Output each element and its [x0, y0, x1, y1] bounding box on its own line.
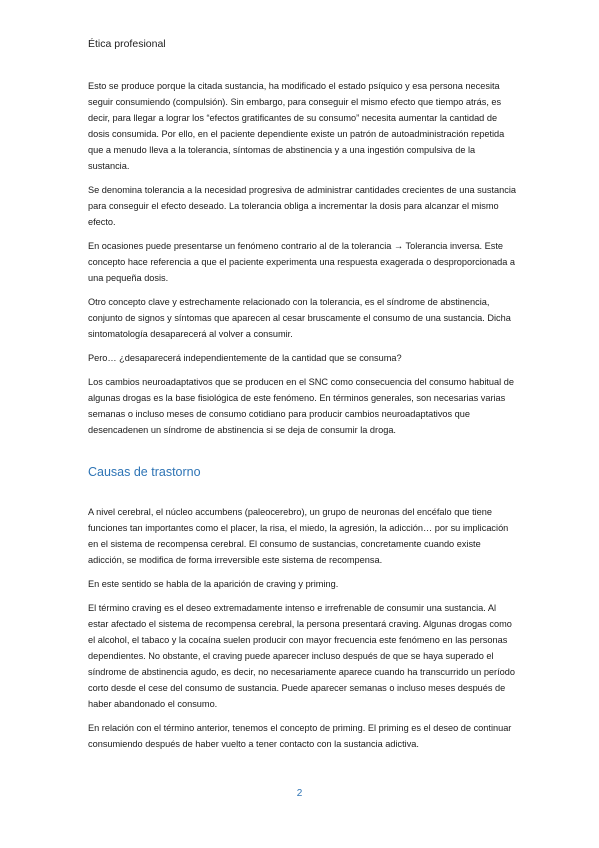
paragraph: Esto se produce porque la citada sustancia, ha modificado el estado psíquico y esa persona necesita seguir consumiendo (compulsión). Sin embargo, para conseguir el mismo efecto que tiempo atrás, es decir, para llegar a lograr los “efectos gratificantes de su consumo” necesita aumentar la cantidad de dosis consumida. Por ello, en el paciente dependiente existe un patrón de autoadministración repetida que a menudo lleva a la tolerancia, síntomas de abstinencia y a una ingestión compulsiva de la sustancia. [88, 81, 505, 171]
paragraph: En relación con el término anterior, tenemos el concepto de priming. El priming es el deseo de continuar consumiendo después de haber vuelto a tener contacto con la sustancia adictiva. [88, 723, 512, 749]
paragraph: En este sentido se habla de la aparición de craving y priming. [88, 579, 339, 589]
paragraph: Otro concepto clave y estrechamente relacionado con la tolerancia, es el síndrome de abstinencia, conjunto de signos y síntomas que aparecen al cesar bruscamente el consumo de una sustancia. Dicha sintomatología desaparecerá al volver a consumir. [88, 297, 511, 339]
paragraph: Pero… ¿desaparecerá independientemente de la cantidad que se consuma? [88, 353, 402, 363]
paragraph: El término craving es el deseo extremadamente intenso e irrefrenable de consumir una sustancia. Al estar afectado el sistema de recompensa cerebral, la persona presentará craving. Algunas drogas como el alcohol, el tabaco y la cocaína suelen producir con mayor frecuencia este fenómeno en las personas dependientes. No obstante, el craving puede aparecer incluso después de que se haya superado el síndrome de abstinencia agudo, es decir, no necesariamente aparece cuando ha transcurrido un período corto desde el cese del consumo de sustancia. Puede aparecer semanas o incluso meses después de haber abandonado el consumo. [88, 603, 515, 709]
running-header: Ética profesional [88, 38, 166, 50]
paragraph: A nivel cerebral, el núcleo accumbens (paleocerebro), un grupo de neuronas del encéfalo que tiene funciones tan importantes como el placer, la risa, el miedo, la agresión, la adicción… por su implicación en el sistema de recompensa cerebral. El consumo de sustancias, concretamente cuando existe adicción, se modifica de forma irreversible este sistema de recompensa. [88, 507, 509, 565]
body-content [88, 78, 516, 760]
paragraph: Se denomina tolerancia a la necesidad progresiva de administrar cantidades crecientes de una sustancia para conseguir el efecto deseado. La tolerancia obliga a incrementar la dosis para alcanzar el mismo efecto. [88, 185, 516, 227]
paragraph: En ocasiones puede presentarse un fenómeno contrario al de la tolerancia → Tolerancia inversa. Este concepto hace referencia a que el paciente experimenta una respuesta exagerada o desproporcionada a una pequeña dosis. [88, 241, 516, 283]
page-number: 2 [296, 788, 303, 799]
paragraph: Los cambios neuroadaptativos que se producen en el SNC como consecuencia del consumo habitual de algunas drogas es la base fisiológica de este fenómeno. En términos generales, son necesarias varias semanas o incluso meses de consumo cotidiano para producir cambios neuroadaptativos que desencadenen un síndrome de abstinencia si se deja de consumir la droga. [88, 377, 514, 435]
section-heading: Causas de trastorno [88, 465, 201, 479]
